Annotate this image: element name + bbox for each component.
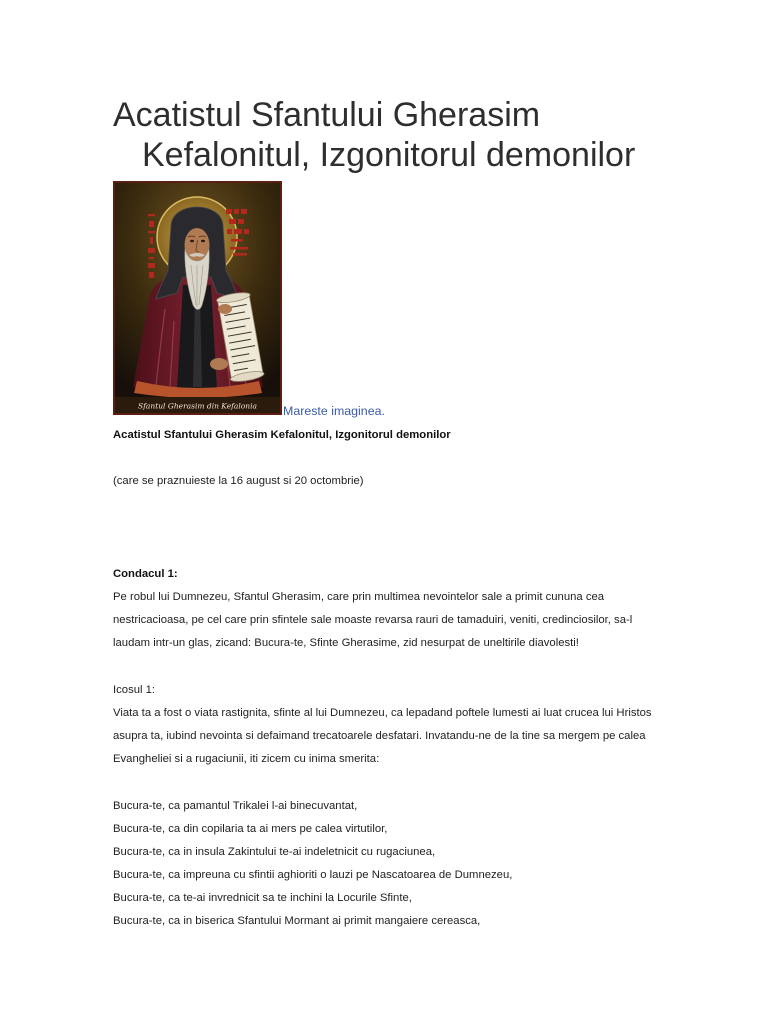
kontakion-heading: Condacul 1: (113, 567, 178, 580)
lower-hand (210, 358, 228, 370)
saint-icon-illustration (113, 181, 282, 415)
salutation-line: Bucura-te, ca din copilaria ta ai mers pe calea virtutilor, (113, 822, 388, 835)
kontakion-line: nestricacioasa, pe cel care prin sfintele sale moaste revarsa rauri de tamaduiri, veniti, credinciosilor, sa-l (113, 614, 633, 627)
salutation-line: Bucura-te, ca pamantul Trikalei l-ai binecuvantat, (113, 799, 358, 812)
kontakion-line: laudam intr-un glas, zicand: Bucura-te, Sfinte Gherasime, zid nesurpat de uneltirile diavolesti! (113, 637, 579, 650)
salutation-line: Bucura-te, ca in biserica Sfantului Mormant ai primit mangaiere cereasca, (113, 915, 481, 928)
document-title: Acatistul Sfantului Gherasim Kefalonitul, Izgonitorul demonilor (113, 96, 636, 174)
enlarge-image-link[interactable]: Mareste imaginea. (283, 404, 385, 418)
kontakion-line: Pe robul lui Dumnezeu, Sfantul Gherasim, care prin multimea nevointelor sale a primit cununa cea (113, 590, 605, 603)
icon-caption: Sfantul Gherasim din Kefalonia (137, 401, 258, 411)
salutation-line: Bucura-te, ca impreuna cu sfintii aghioriti o lauzi pe Nascatoarea de Dumnezeu, (113, 869, 513, 882)
saint-icon-image (113, 181, 282, 415)
feast-note: (care se praznuieste la 16 august si 20 octombrie) (113, 474, 364, 487)
upper-hand (218, 304, 232, 314)
akathist-subtitle: Acatistul Sfantului Gherasim Kefalonitul, Izgonitorul demonilor (113, 428, 451, 441)
ikos-line: Viata ta a fost o viata rastignita, sfinte al lui Dumnezeu, ca lepadand poftele lumesti ai luat crucea lui Hristos (113, 706, 652, 719)
ikos-heading: Icosul 1: (113, 683, 156, 696)
ikos-line: Evangheliei si a rugaciunii, iti zicem cu inima smerita: (113, 753, 380, 766)
ikos-line: asupra ta, iubind nevointa si defaimand trecatoarele desfatari. Invatandu-ne de la tine sa mergem pe calea (113, 729, 646, 742)
salutation-line: Bucura-te, ca te-ai invrednicit sa te inchini la Locurile Sfinte, (113, 892, 412, 905)
salutation-line: Bucura-te, ca in insula Zakintului te-ai indeletnicit cu rugaciunea, (113, 845, 436, 858)
document-body (113, 424, 733, 934)
